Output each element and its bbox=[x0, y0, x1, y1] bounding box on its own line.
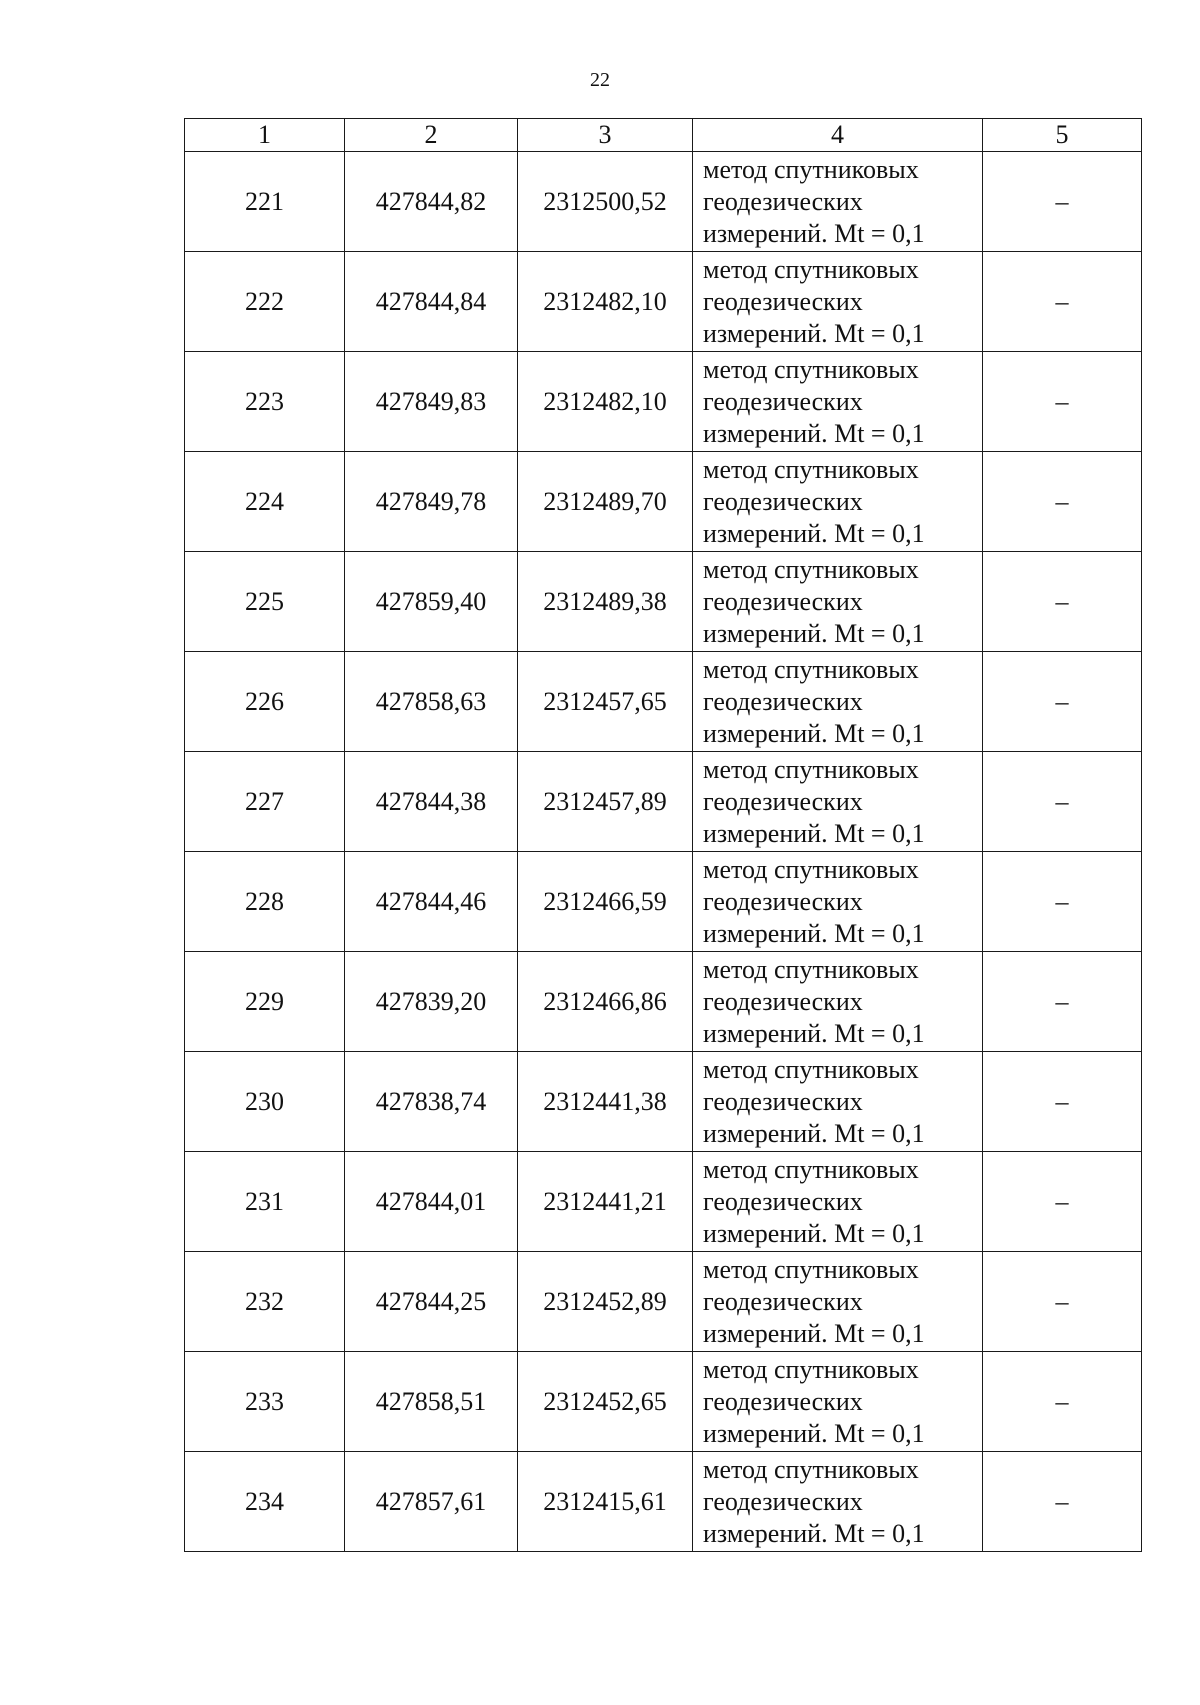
note-cell: – bbox=[983, 352, 1142, 452]
method-cell bbox=[693, 752, 983, 852]
method-line: геодезических bbox=[703, 186, 863, 216]
header-col-5: 5 bbox=[983, 119, 1142, 152]
y-coordinate-cell: 2312415,61 bbox=[518, 1452, 693, 1552]
x-coordinate-cell: 427858,51 bbox=[345, 1352, 518, 1452]
note-cell: – bbox=[983, 1452, 1142, 1552]
note-cell: – bbox=[983, 252, 1142, 352]
method-line: метод спутниковых bbox=[703, 454, 919, 484]
method-line: метод спутниковых bbox=[703, 1354, 919, 1384]
point-number-cell: 224 bbox=[185, 452, 345, 552]
method-line: геодезических bbox=[703, 1086, 863, 1116]
note-cell: – bbox=[983, 852, 1142, 952]
method-line: геодезических bbox=[703, 1486, 863, 1516]
table-row bbox=[185, 952, 1142, 1052]
method-line: измерений. Mt = 0,1 bbox=[703, 418, 925, 448]
method-cell bbox=[693, 352, 983, 452]
header-col-3: 3 bbox=[518, 119, 693, 152]
point-number-cell: 231 bbox=[185, 1152, 345, 1252]
method-cell bbox=[693, 152, 983, 252]
note-cell: – bbox=[983, 452, 1142, 552]
method-line: измерений. Mt = 0,1 bbox=[703, 618, 925, 648]
method-line: измерений. Mt = 0,1 bbox=[703, 1318, 925, 1348]
page-number: 22 bbox=[590, 69, 610, 91]
method-cell bbox=[693, 1052, 983, 1152]
x-coordinate-cell: 427857,61 bbox=[345, 1452, 518, 1552]
point-number-cell: 230 bbox=[185, 1052, 345, 1152]
point-number-cell: 227 bbox=[185, 752, 345, 852]
x-coordinate-cell: 427844,25 bbox=[345, 1252, 518, 1352]
x-coordinate-cell: 427844,82 bbox=[345, 152, 518, 252]
table-row bbox=[185, 1452, 1142, 1552]
y-coordinate-cell: 2312441,21 bbox=[518, 1152, 693, 1252]
table-row bbox=[185, 452, 1142, 552]
y-coordinate-cell: 2312500,52 bbox=[518, 152, 693, 252]
method-cell bbox=[693, 1352, 983, 1452]
point-number-cell: 225 bbox=[185, 552, 345, 652]
method-line: метод спутниковых bbox=[703, 154, 919, 184]
note-cell: – bbox=[983, 152, 1142, 252]
note-cell: – bbox=[983, 1052, 1142, 1152]
method-line: метод спутниковых bbox=[703, 1054, 919, 1084]
table-row bbox=[185, 1252, 1142, 1352]
table-row bbox=[185, 352, 1142, 452]
point-number-cell: 234 bbox=[185, 1452, 345, 1552]
x-coordinate-cell: 427849,78 bbox=[345, 452, 518, 552]
method-line: геодезических bbox=[703, 386, 863, 416]
method-cell bbox=[693, 652, 983, 752]
y-coordinate-cell: 2312452,65 bbox=[518, 1352, 693, 1452]
x-coordinate-cell: 427844,38 bbox=[345, 752, 518, 852]
note-cell: – bbox=[983, 1252, 1142, 1352]
point-number-cell: 233 bbox=[185, 1352, 345, 1452]
method-cell bbox=[693, 952, 983, 1052]
y-coordinate-cell: 2312457,89 bbox=[518, 752, 693, 852]
table-row bbox=[185, 1352, 1142, 1452]
method-line: измерений. Mt = 0,1 bbox=[703, 918, 925, 948]
point-number-cell: 221 bbox=[185, 152, 345, 252]
x-coordinate-cell: 427844,46 bbox=[345, 852, 518, 952]
header-col-2: 2 bbox=[345, 119, 518, 152]
method-line: измерений. Mt = 0,1 bbox=[703, 1518, 925, 1548]
method-line: метод спутниковых bbox=[703, 1454, 919, 1484]
method-line: геодезических bbox=[703, 786, 863, 816]
method-cell bbox=[693, 552, 983, 652]
method-line: измерений. Mt = 0,1 bbox=[703, 1418, 925, 1448]
method-line: измерений. Mt = 0,1 bbox=[703, 718, 925, 748]
x-coordinate-cell: 427849,83 bbox=[345, 352, 518, 452]
header-col-4: 4 bbox=[693, 119, 983, 152]
method-line: метод спутниковых bbox=[703, 854, 919, 884]
y-coordinate-cell: 2312482,10 bbox=[518, 352, 693, 452]
point-number-cell: 228 bbox=[185, 852, 345, 952]
y-coordinate-cell: 2312489,38 bbox=[518, 552, 693, 652]
y-coordinate-cell: 2312452,89 bbox=[518, 1252, 693, 1352]
note-cell: – bbox=[983, 1352, 1142, 1452]
method-line: геодезических bbox=[703, 286, 863, 316]
method-line: геодезических bbox=[703, 1286, 863, 1316]
x-coordinate-cell: 427858,63 bbox=[345, 652, 518, 752]
y-coordinate-cell: 2312482,10 bbox=[518, 252, 693, 352]
note-cell: – bbox=[983, 652, 1142, 752]
table-row bbox=[185, 752, 1142, 852]
x-coordinate-cell: 427839,20 bbox=[345, 952, 518, 1052]
method-cell bbox=[693, 852, 983, 952]
y-coordinate-cell: 2312441,38 bbox=[518, 1052, 693, 1152]
x-coordinate-cell: 427838,74 bbox=[345, 1052, 518, 1152]
table-row bbox=[185, 1052, 1142, 1152]
point-number-cell: 226 bbox=[185, 652, 345, 752]
method-line: метод спутниковых bbox=[703, 954, 919, 984]
method-line: измерений. Mt = 0,1 bbox=[703, 1018, 925, 1048]
method-line: измерений. Mt = 0,1 bbox=[703, 818, 925, 848]
table-row bbox=[185, 652, 1142, 752]
method-line: измерений. Mt = 0,1 bbox=[703, 318, 925, 348]
method-line: геодезических bbox=[703, 1386, 863, 1416]
note-cell: – bbox=[983, 1152, 1142, 1252]
method-cell bbox=[693, 1452, 983, 1552]
x-coordinate-cell: 427844,01 bbox=[345, 1152, 518, 1252]
method-line: метод спутниковых bbox=[703, 754, 919, 784]
note-cell: – bbox=[983, 752, 1142, 852]
y-coordinate-cell: 2312466,86 bbox=[518, 952, 693, 1052]
table-header bbox=[185, 119, 1142, 152]
method-line: геодезических bbox=[703, 486, 863, 516]
method-cell bbox=[693, 452, 983, 552]
method-line: геодезических bbox=[703, 886, 863, 916]
note-cell: – bbox=[983, 552, 1142, 652]
method-line: метод спутниковых bbox=[703, 254, 919, 284]
table-row bbox=[185, 552, 1142, 652]
method-line: геодезических bbox=[703, 586, 863, 616]
method-line: измерений. Mt = 0,1 bbox=[703, 518, 925, 548]
method-line: измерений. Mt = 0,1 bbox=[703, 1218, 925, 1248]
point-number-cell: 229 bbox=[185, 952, 345, 1052]
method-cell bbox=[693, 1252, 983, 1352]
method-line: геодезических bbox=[703, 1186, 863, 1216]
method-line: геодезических bbox=[703, 686, 863, 716]
y-coordinate-cell: 2312489,70 bbox=[518, 452, 693, 552]
point-number-cell: 222 bbox=[185, 252, 345, 352]
method-line: метод спутниковых bbox=[703, 554, 919, 584]
method-line: метод спутниковых bbox=[703, 654, 919, 684]
table-row bbox=[185, 852, 1142, 952]
table-body bbox=[185, 152, 1142, 1552]
y-coordinate-cell: 2312466,59 bbox=[518, 852, 693, 952]
method-cell bbox=[693, 1152, 983, 1252]
point-number-cell: 223 bbox=[185, 352, 345, 452]
method-line: метод спутниковых bbox=[703, 354, 919, 384]
table-row bbox=[185, 1152, 1142, 1252]
x-coordinate-cell: 427859,40 bbox=[345, 552, 518, 652]
header-row bbox=[185, 119, 1142, 152]
method-line: метод спутниковых bbox=[703, 1254, 919, 1284]
method-line: измерений. Mt = 0,1 bbox=[703, 218, 925, 248]
y-coordinate-cell: 2312457,65 bbox=[518, 652, 693, 752]
x-coordinate-cell: 427844,84 bbox=[345, 252, 518, 352]
table-row bbox=[185, 252, 1142, 352]
point-number-cell: 232 bbox=[185, 1252, 345, 1352]
method-cell bbox=[693, 252, 983, 352]
note-cell: – bbox=[983, 952, 1142, 1052]
method-line: геодезических bbox=[703, 986, 863, 1016]
coordinates-table bbox=[184, 118, 1142, 1552]
method-line: измерений. Mt = 0,1 bbox=[703, 1118, 925, 1148]
method-line: метод спутниковых bbox=[703, 1154, 919, 1184]
header-col-1: 1 bbox=[185, 119, 345, 152]
table-row bbox=[185, 152, 1142, 252]
